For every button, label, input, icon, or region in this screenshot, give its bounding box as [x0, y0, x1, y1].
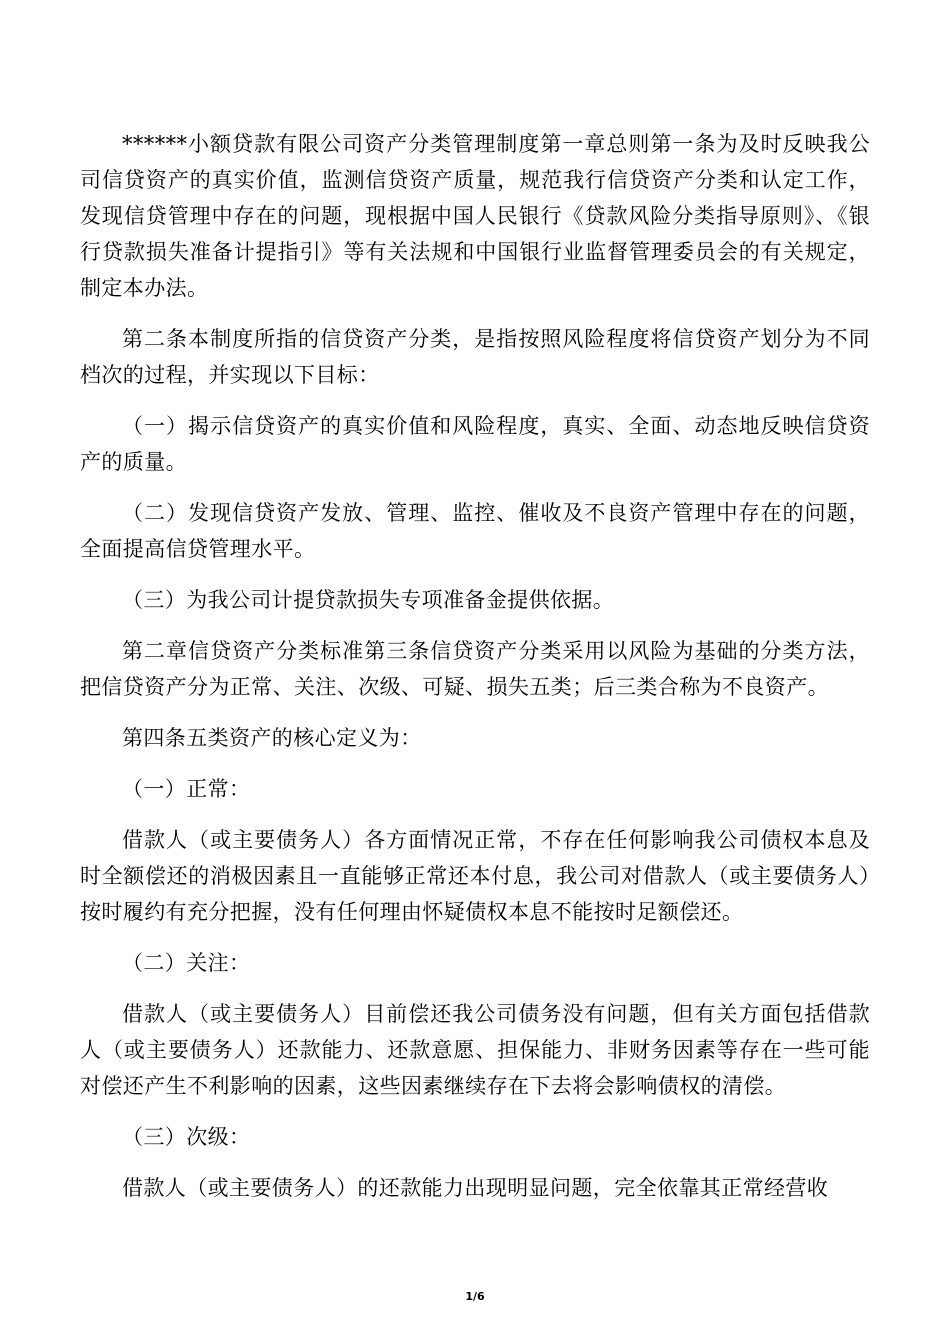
page-number: 1/6	[465, 1290, 485, 1303]
document-body	[80, 126, 870, 1221]
heading-normal: （一）正常：	[122, 777, 251, 801]
paragraph-normal-definition: 借款人（或主要债务人）各方面情况正常，不存在任何影响我公司债权本息及时全额偿还的消极因素且一直能够正常还本付息，我公司对借款人（或主要债务人）按时履约有充分把握，没有任何理由怀疑债权本息不能按时足额偿还。	[80, 828, 870, 924]
paragraph-chapter-2: 第二章信贷资产分类标准第三条信贷资产分类采用以风险为基础的分类方法，把信贷资产分为正常、关注、次级、可疑、损失五类；后三类合称为不良资产。	[80, 639, 870, 699]
paragraph-article-2: 第二条本制度所指的信贷资产分类，是指按照风险程度将信贷资产划分为不同档次的过程，并实现以下目标：	[80, 327, 870, 387]
heading-substandard: （三）次级：	[122, 1125, 251, 1149]
heading-special-mention: （二）关注：	[122, 951, 251, 975]
paragraph-goal-2: （二）发现信贷资产发放、管理、监控、催收及不良资产管理中存在的问题，全面提高信贷管理水平。	[80, 501, 870, 561]
paragraph-goal-1: （一）揭示信贷资产的真实价值和风险程度，真实、全面、动态地反映信贷资产的质量。	[80, 414, 870, 474]
paragraph-substandard-definition: 借款人（或主要债务人）的还款能力出现明显问题，完全依靠其正常经营收	[122, 1176, 829, 1200]
paragraph-goal-3: （三）为我公司计提贷款损失专项准备金提供依据。	[122, 588, 615, 612]
paragraph-general-provisions: ******小额贷款有限公司资产分类管理制度第一章总则第一条为及时反映我公司信贷资产的真实价值，监测信贷资产质量，规范我行信贷资产分类和认定工作，发现信贷管理中存在的问题，现根据中国人民银行《贷款风险分类指导原则》、《银行贷款损失准备计提指引》等有关法规和中国银行业监督管理委员会的有关规定，制定本办法。	[80, 132, 870, 300]
paragraph-special-mention-definition: 借款人（或主要债务人）目前偿还我公司债务没有问题，但有关方面包括借款人（或主要债务人）还款能力、还款意愿、担保能力、非财务因素等存在一些可能对偿还产生不利影响的因素，这些因素继续存在下去将会影响债权的清偿。	[80, 1002, 870, 1098]
paragraph-article-4: 第四条五类资产的核心定义为：	[122, 726, 422, 750]
